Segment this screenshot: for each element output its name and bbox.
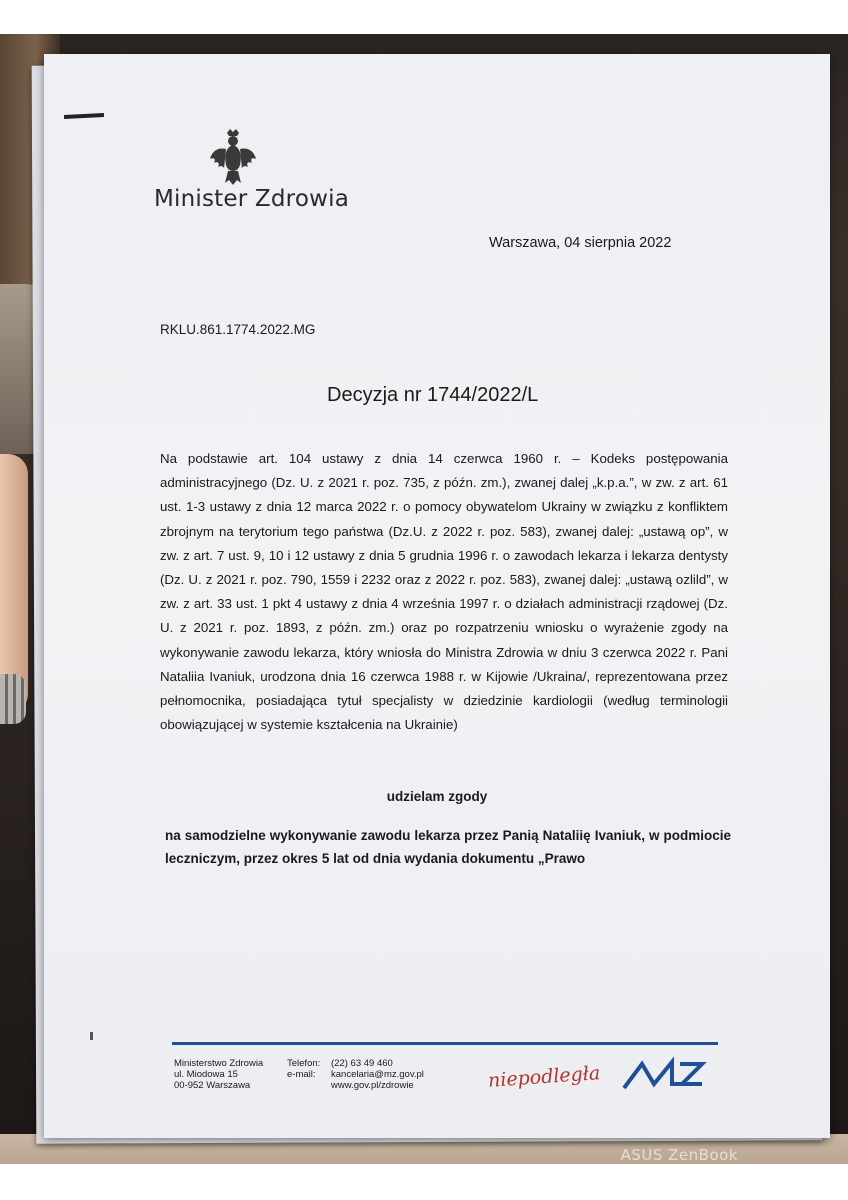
contact-value: www.gov.pl/zdrowie bbox=[331, 1080, 414, 1091]
footer-address bbox=[174, 1058, 263, 1091]
contact-row bbox=[287, 1069, 424, 1080]
reference-number: RKLU.861.1774.2022.MG bbox=[160, 322, 316, 337]
decision-legal-basis: Na podstawie art. 104 ustawy z dnia 14 czerwca 1960 r. – Kodeks postępowania administracyjnego (Dz. U. z 2021 r. poz. 735, z późn. zm.), zwanej dalej „k.p.a.”, w zw. z art. 61 ust. 1-3 ustawy z dnia 12 marca 2022 r. o pomocy obywatelom Ukrainy w związku z konfliktem zbrojnym na terytorium tego państwa (Dz.U. z 2022 r. poz. 583), zwanej dalej: „ustawą op”, w zw. z art. 7 ust. 9, 10 i 12 ustawy z dnia 5 grudnia 1996 r. o zawodach lekarza i lekarza dentysty (Dz. U. z 2021 r. poz. 790, 1559 i 2232 oraz z 2022 r. poz. 583), zwanej dalej: „ustawą ozlild”, w zw. z art. 33 ust. 1 pkt 4 ustawy z dnia 4 września 1997 r. o działach administracji rządowej (Dz. U. z 2021 r. poz. 1893, z późn. zm.) oraz po rozpatrzeniu wniosku o wyrażenie zgody na wykonywanie zawodu lekarza, który wniosła do Ministra Zdrowia w dniu 3 czerwca 2022 r. Pani Nataliia Ivaniuk, urodzona dnia 16 czerwca 1988 r. w Kijowie /Ukraina/, reprezentowana przez pełnomocnika, posiadająca tytuł specjalisty w dziedzinie kardiologii (według terminologii obowiązującej w systemie kształcenia na Ukrainie) bbox=[160, 451, 728, 733]
document-date: Warszawa, 04 sierpnia 2022 bbox=[489, 235, 672, 251]
address-line: ul. Miodowa 15 bbox=[174, 1069, 238, 1080]
grant-detail: na samodzielne wykonywanie zawodu lekarza przez Panią Nataliię Ivaniuk, w podmiocie leczniczym, przez okres 5 lat od dnia wydania dokumentu „Prawo bbox=[165, 828, 731, 866]
contact-value: kancelaria@mz.gov.pl bbox=[331, 1069, 424, 1080]
decision-title: Decyzja nr 1744/2022/L bbox=[327, 384, 539, 406]
ministry-title: Minister Zdrowia bbox=[154, 186, 349, 212]
laptop-brand-label: ASUS ZenBook bbox=[620, 1146, 738, 1164]
decision-document bbox=[44, 54, 830, 1138]
mz-logo-icon bbox=[620, 1054, 710, 1094]
page-mark bbox=[90, 1032, 93, 1040]
contact-label: Telefon: bbox=[287, 1058, 321, 1069]
niepodlegla-logo: niepodległa bbox=[487, 1062, 601, 1092]
bracelet bbox=[0, 674, 26, 724]
address-line: Ministerstwo Zdrowia bbox=[174, 1058, 264, 1069]
contact-row bbox=[287, 1058, 424, 1069]
contact-label: e-mail: bbox=[287, 1069, 316, 1080]
contact-row bbox=[287, 1080, 424, 1091]
address-line: 00-952 Warszawa bbox=[174, 1080, 251, 1091]
eagle-emblem-icon bbox=[208, 129, 258, 187]
footer-divider bbox=[172, 1042, 718, 1045]
contact-value: (22) 63 49 460 bbox=[331, 1058, 393, 1069]
punch-mark bbox=[64, 113, 104, 119]
footer-contact bbox=[287, 1058, 424, 1091]
grant-heading: udzielam zgody bbox=[386, 789, 488, 804]
